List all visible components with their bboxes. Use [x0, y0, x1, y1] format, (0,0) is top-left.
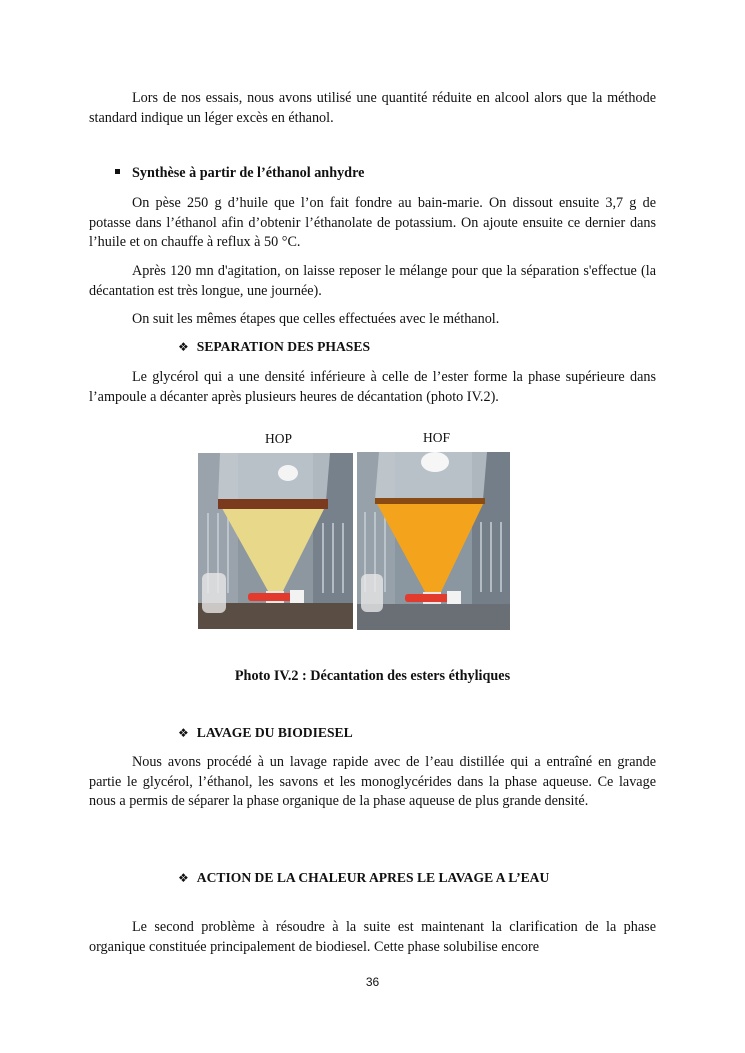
photo-decantation-hop	[198, 453, 353, 629]
photo-label-right: HOF	[423, 430, 451, 445]
funnel-illustration-left	[198, 453, 353, 629]
diamond-bullet-icon: ❖	[178, 726, 189, 740]
paragraph-washing: Nous avons procédé à un lavage rapide avec de l’eau distillée qui a entraîné en grande partie le glycérol, l’éthanol, les savons et les monoglycérides dans la phase aqueuse. Ce lavage nous a permis de séparer la phase organique de la phase aqueuse de plus grande densité.	[89, 754, 656, 809]
paragraph-clarification: Le second problème à résoudre à la suite est maintenant la clarification de la phase organique constituée principalement de biodiesel. Cette phase solubilise encore	[89, 919, 656, 955]
diamond-bullet-icon: ❖	[178, 871, 189, 885]
heading-chaleur-text: ACTION DE LA CHALEUR APRES LE LAVAGE A L’EAU	[196, 870, 550, 885]
paragraph-agitation: Après 120 mn d'agitation, on laisse reposer le mélange pour que la séparation s'effectue (la décantation est très longue, une journée).	[89, 263, 656, 299]
heading-synthesis-ethanol	[115, 165, 364, 182]
heading-separation-text: SEPARATION DES PHASES	[196, 339, 370, 354]
heading-biodiesel-washing	[178, 725, 353, 741]
diamond-bullet-icon: ❖	[178, 340, 189, 354]
paragraph-synthesis-procedure: On pèse 250 g d’huile que l’on fait fondre au bain-marie. On dissout ensuite 3,7 g de potasse dans l’éthanol afin d’obtenir l’éthanolate de potassium. On ajoute ensuite ce dernier dans l’huile et on chauffe à reflux à 50 °C.	[89, 195, 656, 250]
paragraph-same-steps: On suit les mêmes étapes que celles effectuées avec le méthanol.	[132, 311, 500, 327]
funnel-illustration-right	[357, 452, 510, 630]
square-bullet-icon	[115, 169, 120, 174]
heading-phase-separation	[178, 339, 370, 355]
paragraph-alcohol-quantity: Lors de nos essais, nous avons utilisé une quantité réduite en alcool alors que la méthode standard indique un léger excès en éthanol.	[89, 90, 656, 126]
heading-heat-action	[178, 870, 549, 886]
heading-synthesis-text: Synthèse à partir de l’éthanol anhydre	[132, 165, 365, 181]
photo-label-left: HOP	[265, 431, 293, 446]
photo-decantation-hof	[357, 452, 510, 630]
heading-lavage-text: LAVAGE DU BIODIESEL	[196, 725, 353, 740]
photo-caption: Photo IV.2 : Décantation des esters éthyliques	[234, 668, 511, 684]
page-number: 36	[365, 975, 380, 989]
paragraph-glycerol-density: Le glycérol qui a une densité inférieure à celle de l’ester forme la phase supérieure dans l’ampoule a décanter après plusieurs heures de décantation (photo IV.2).	[89, 369, 656, 405]
